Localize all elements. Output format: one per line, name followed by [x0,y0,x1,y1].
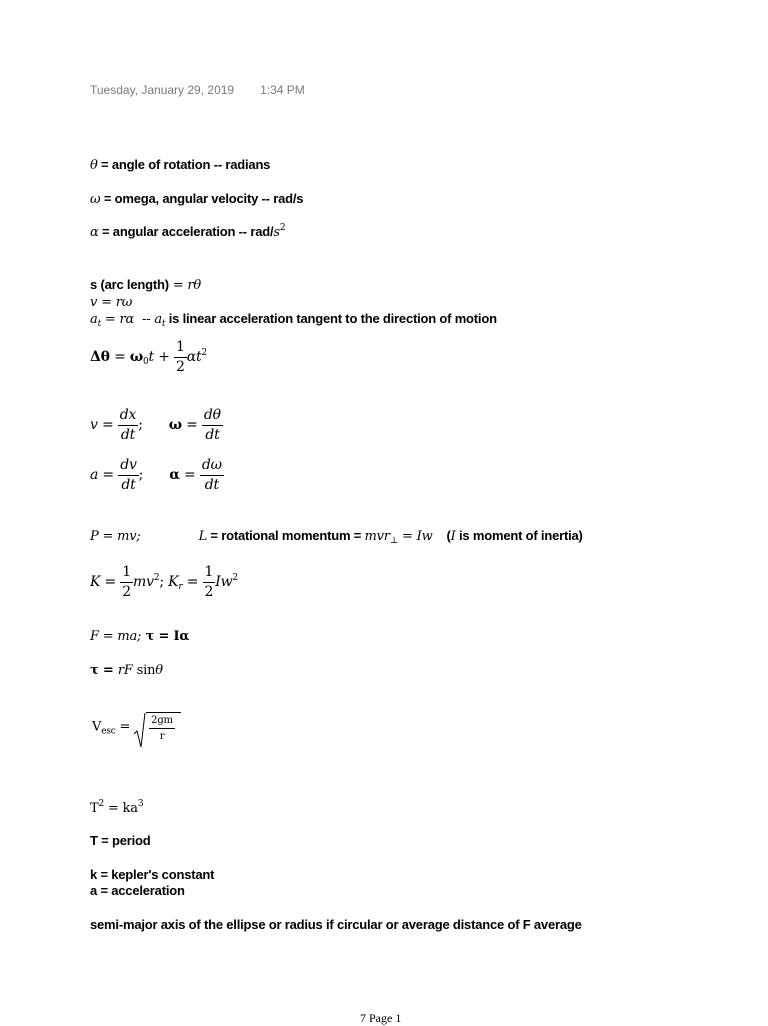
eq-torque-definition: τ = rF sinθ [90,663,163,678]
fraction-dx-dt: $\frac{dx}{dt}$ [119,407,137,443]
fraction-dtheta-dt: $\frac{d\theta}{dt}$ [203,407,221,443]
fraction-2gm-r: $\frac{2gm}{r}$ [151,715,173,742]
eq-kinetic-energy: K = $\frac{1}{2}$ $mv^2$; $K_r$ = $\frac{1}{2}$ Iw$^2$ [90,564,238,600]
square-root-sign [134,712,181,742]
eq-kepler-law: $T^2 = ka^3$ [90,799,144,816]
eq-linear-velocity: v = rω [90,295,133,310]
eq-velocity-derivatives: v = $\frac{dx}{dt}$ ; ω = $\frac{d\theta}{dt}$ [90,407,221,443]
page-time: 1:34 PM [260,83,305,97]
def-period: T = period [90,833,151,848]
fraction-one-half-kr: $\frac{1}{2}$ [204,564,214,600]
page-date: Tuesday, January 29, 2019 [90,83,235,97]
fraction-dv-dt: $\frac{dv}{dt}$ [120,457,137,493]
eq-tangential-acceleration: $a_t = r\alpha -- a_t$ is linear acceleration tangent to the direction of motion [90,311,497,329]
eq-escape-velocity: $V_{esc}$ = $\frac{2gm}{r}$ [92,712,181,742]
page-timestamp [90,83,305,97]
def-omega: ω = omega, angular velocity -- rad/s [90,191,304,207]
def-alpha: α = angular acceleration -- rad/$s^2$ [90,223,286,240]
eq-acceleration-derivatives: a = $\frac{dv}{dt}$ ; α = $\frac{d\omega}{dt}$ [90,457,222,493]
eq-force-torque: F = ma; τ = Iα [90,629,190,644]
def-kepler-constant: k = kepler's constant [90,867,215,882]
fraction-domega-dt: $\frac{d\omega}{dt}$ [201,457,222,493]
eq-angular-displacement: $\Delta\theta = \omega_0t$ + $\frac{1}{2}$ $\alpha t^2$ [90,339,207,375]
def-semi-major-axis: semi-major axis of the ellipse or radius if circular or average distance of F average [90,917,582,932]
eq-arc-length: s (arc length) = rθ [90,277,202,293]
page-footer: 7 Page 1 [360,1011,402,1025]
def-acceleration: a = acceleration [90,883,185,898]
fraction-one-half: $\frac{1}{2}$ [175,339,185,375]
eq-momentum: P = mv; L = rotational momentum = mvr$_\perp$ = Iw (I is moment of inertia) [90,528,583,546]
def-theta: θ = angle of rotation -- radians [90,157,271,173]
fraction-one-half-k: $\frac{1}{2}$ [122,564,132,600]
